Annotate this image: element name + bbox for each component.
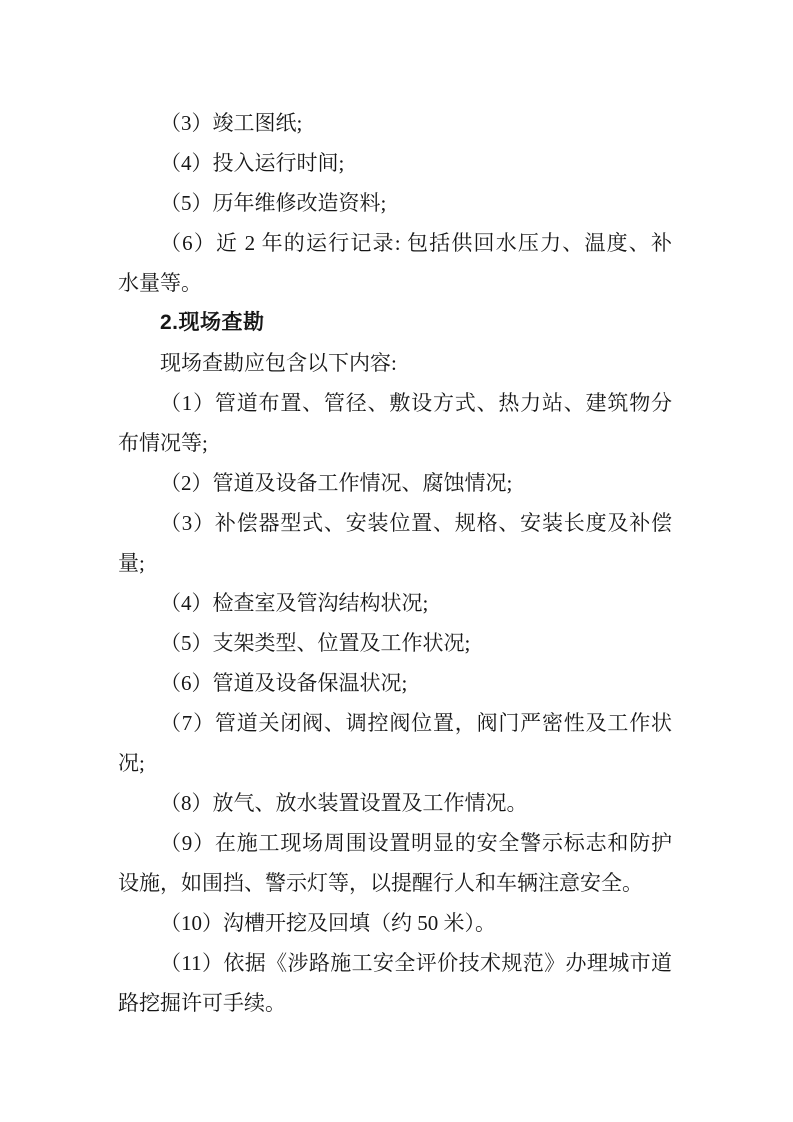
- text-line: 况;: [118, 751, 145, 775]
- text-line: （10）沟槽开挖及回填（约 50 米）。: [160, 911, 496, 935]
- text-line: 现场查勘应包含以下内容:: [160, 351, 397, 375]
- text-line: （7）管道关闭阀、调控阀位置，阀门严密性及工作状: [160, 711, 672, 735]
- section-heading: 2.现场查勘: [160, 311, 265, 334]
- text-line: （2）管道及设备工作情况、腐蚀情况;: [160, 471, 513, 495]
- text-line: （8）放气、放水装置设置及工作情况。: [160, 791, 528, 815]
- text-block: [118, 103, 672, 1023]
- text-line: 布情况等;: [118, 431, 208, 455]
- text-line: （11）依据《涉路施工安全评价技术规范》办理城市道: [160, 951, 672, 975]
- text-line: （3）竣工图纸;: [160, 111, 303, 135]
- text-line: （3）补偿器型式、安装位置、规格、安装长度及补偿: [160, 511, 672, 535]
- text-line: （6）近 2 年的运行记录: 包括供回水压力、温度、补: [160, 231, 672, 255]
- text-line: 水量等。: [118, 271, 202, 295]
- text-line: （9）在施工现场周围设置明显的安全警示标志和防护: [160, 831, 672, 855]
- text-line: （1）管道布置、管径、敷设方式、热力站、建筑物分: [160, 391, 672, 415]
- text-line: 量;: [118, 551, 145, 575]
- text-line: 路挖掘许可手续。: [118, 991, 286, 1015]
- text-line: （6）管道及设备保温状况;: [160, 671, 408, 695]
- text-line: （5）支架类型、位置及工作状况;: [160, 631, 471, 655]
- text-line: 设施，如围挡、警示灯等，以提醒行人和车辆注意安全。: [118, 871, 643, 895]
- text-line: （5）历年维修改造资料;: [160, 191, 387, 215]
- text-line: （4）投入运行时间;: [160, 151, 345, 175]
- text-line: （4）检查室及管沟结构状况;: [160, 591, 429, 615]
